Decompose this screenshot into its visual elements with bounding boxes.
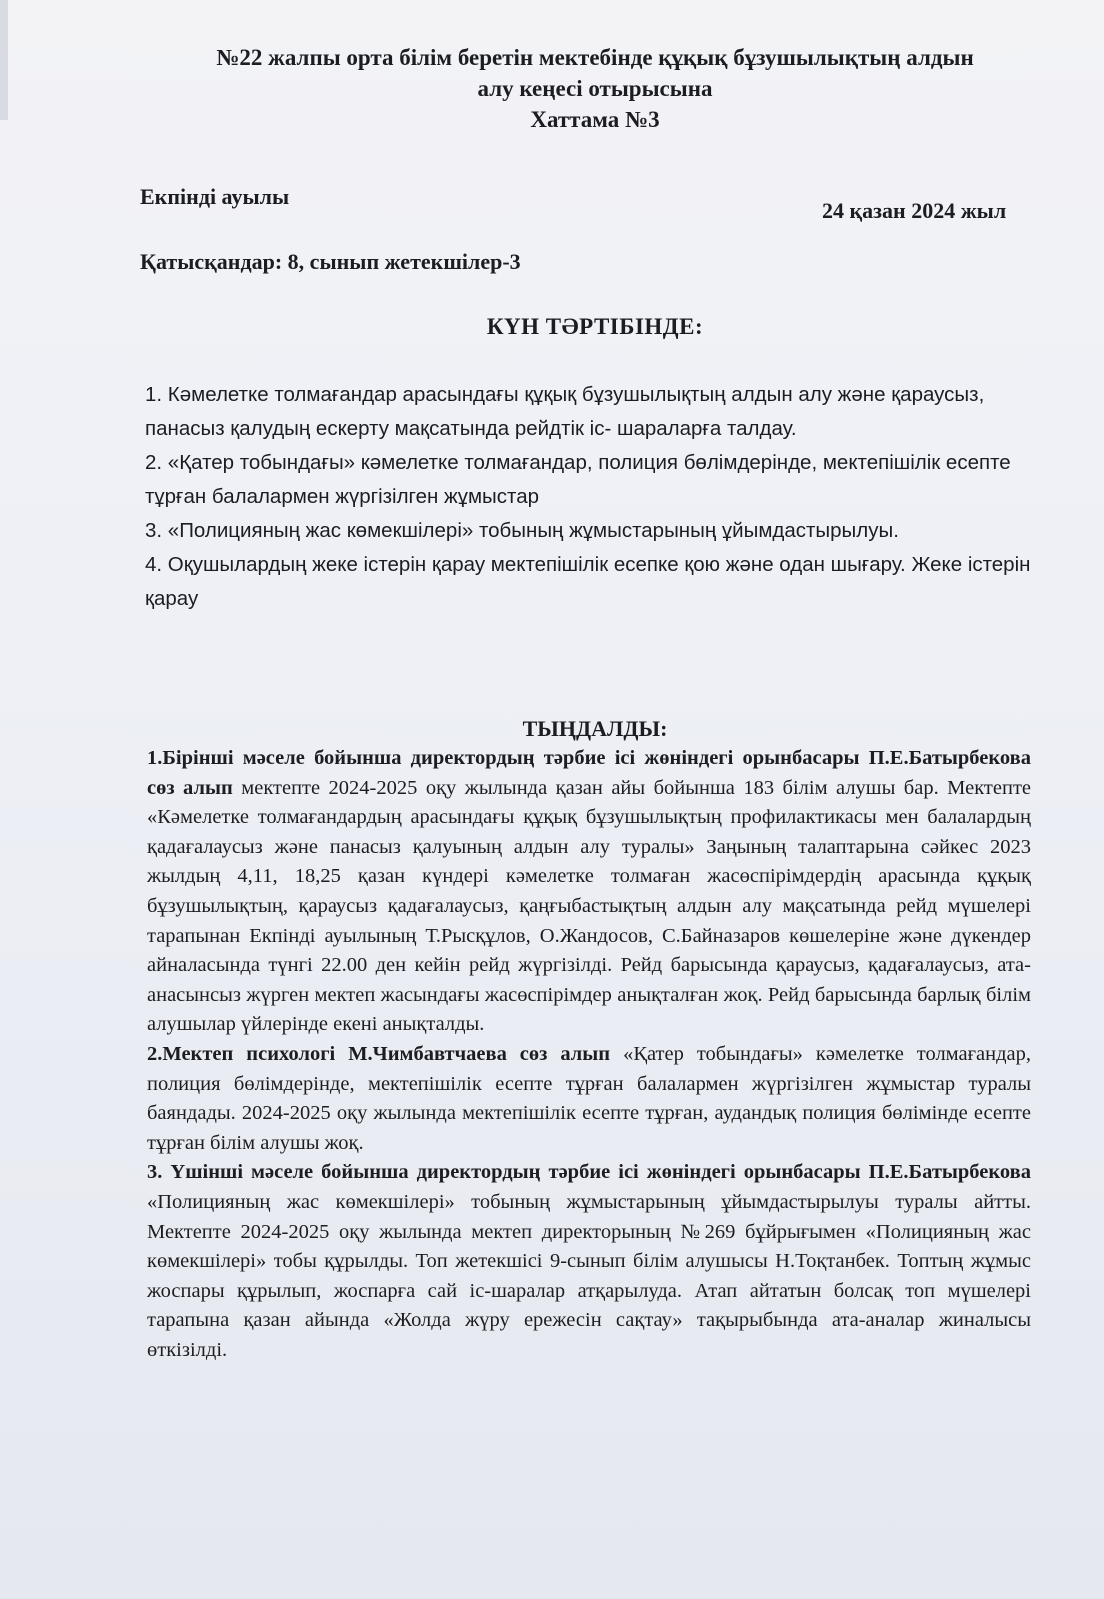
- agenda-heading: КҮН ТӘРТІБІНДЕ:: [486, 314, 704, 339]
- page-fold-shadow: [0, 0, 8, 120]
- paragraph-1-text: мектепте 2024-2025 оқу жылында қазан айы бойынша 183 білім алушы бар. Мектепте «Кәмелетке толмағандардың арасындағы құқық бұзушылықтың профилактикасы мен балалардың қадағалаусыз және панасыз қалуының алдын алу туралы» Заңының талаптарына сәйкес 2023 жылдың 4,11, 18,25 қазан күндері кәмелетке толмаған жасөспірімдердің арасында құқық бұзушылықтың, қараусыз қадағалаусыз, қаңғыбастықтың алдын алу мақсатында рейд мүшелері тарапынан Екпінді ауылының Т.Рысқұлов, О.Жандосов, С.Байназаров көшелеріне және дүкендер айналасында түнгі 22.00 ден кейін рейд жүргізілді. Рейд барысында қараусыз, қадағалаусыз, ата-анасынсыз жүрген мектеп жасындағы жасөспірімдер анықталған жоқ. Рейд барысында барлық білім алушылар үйлерінде екені анықталды.: [147, 776, 1031, 1036]
- paragraph-2-text: «Қатер тобындағы» кәмелетке толмағандар, полиция бөлімдерінде, мектепішілік есепте тұрған балалармен жүргізілген жұмыстар туралы баяндады. 2024-2025 оқу жылында мектепішілік есепте тұрған, аудандық полиция бөлімінде есепте тұрған білім алушы жоқ.: [147, 1042, 1031, 1154]
- title-line-3: Хаттама №3: [530, 107, 660, 132]
- agenda-item: 1. Кәмелетке толмағандар арасындағы құқық бұзушылықтың алдын алу және қараусыз, панасыз қалудың ескерту мақсатында рейдтік іс- шараларға талдау.: [145, 383, 985, 440]
- paragraph-1-lead: 1.Бірінші мәселе бойынша директордың тәрбие ісі жөніндегі орынбасары П.Е.Батырбекова сөз алып: [147, 747, 1031, 799]
- title-line-2: алу кеңесі отырысына: [477, 76, 713, 101]
- title-line-1: №22 жалпы орта білім беретін мектебінде құқық бұзушылықтың алдын: [216, 45, 974, 70]
- paragraph-2-lead: 2.Мектеп психологі М.Чимбавтчаева сөз алып: [147, 1042, 611, 1065]
- paragraph-2: [147, 1040, 1031, 1158]
- paragraph-3-lead: 3. Үшінші мәселе бойынша директордың тәрбие ісі жөніндегі орынбасары П.Е.Батырбекова: [147, 1161, 1031, 1184]
- paragraph-1: [147, 744, 1031, 1040]
- agenda-list: [145, 378, 1045, 616]
- heard-heading: ТЫҢДАЛДЫ:: [522, 716, 668, 741]
- paragraph-3: [147, 1158, 1031, 1365]
- agenda-item: 2. «Қатер тобындағы» кәмелетке толмағандар, полиция бөлімдерінде, мектепішілік есепте тұрған балалармен жүргізілген жұмыстар: [145, 451, 1011, 508]
- agenda-item: 4. Оқушылардың жеке істерін қарау мектепішілік есепке қою және одан шығару. Жеке істерін қарау: [145, 553, 1031, 610]
- agenda-item: 3. «Полицияның жас көмекшілері» тобының жұмыстарының ұйымдастырылуы.: [145, 519, 899, 542]
- paragraph-3-text: «Полицияның жас көмекшілері» тобының жұмыстарының ұйымдастырылуы туралы айтты. Мектепте 2024-2025 оқу жылында мектеп директорының №269 бұйрығымен «Полицияның жас көмекшілері» тобы құрылды. Топ жетекшісі 9-сынып білім алушысы Н.Тоқтанбек. Топтың жұмыс жоспары құрылып, жоспарға сай іс-шаралар атқарылуда. Атап айтатын болсақ топ мүшелері тарапына қазан айында «Жолда жүру ережесін сақтау» тақырыбында ата-аналар жиналысы өткізілді.: [147, 1190, 1031, 1361]
- attendees-label: Қатысқандар: 8, сынып жетекшілер-3: [140, 249, 521, 274]
- place-label: Екпінді ауылы: [140, 184, 290, 209]
- document-title: [140, 42, 1050, 135]
- minutes-body: [147, 744, 1031, 1365]
- date-label: 24 қазан 2024 жыл: [822, 198, 1007, 223]
